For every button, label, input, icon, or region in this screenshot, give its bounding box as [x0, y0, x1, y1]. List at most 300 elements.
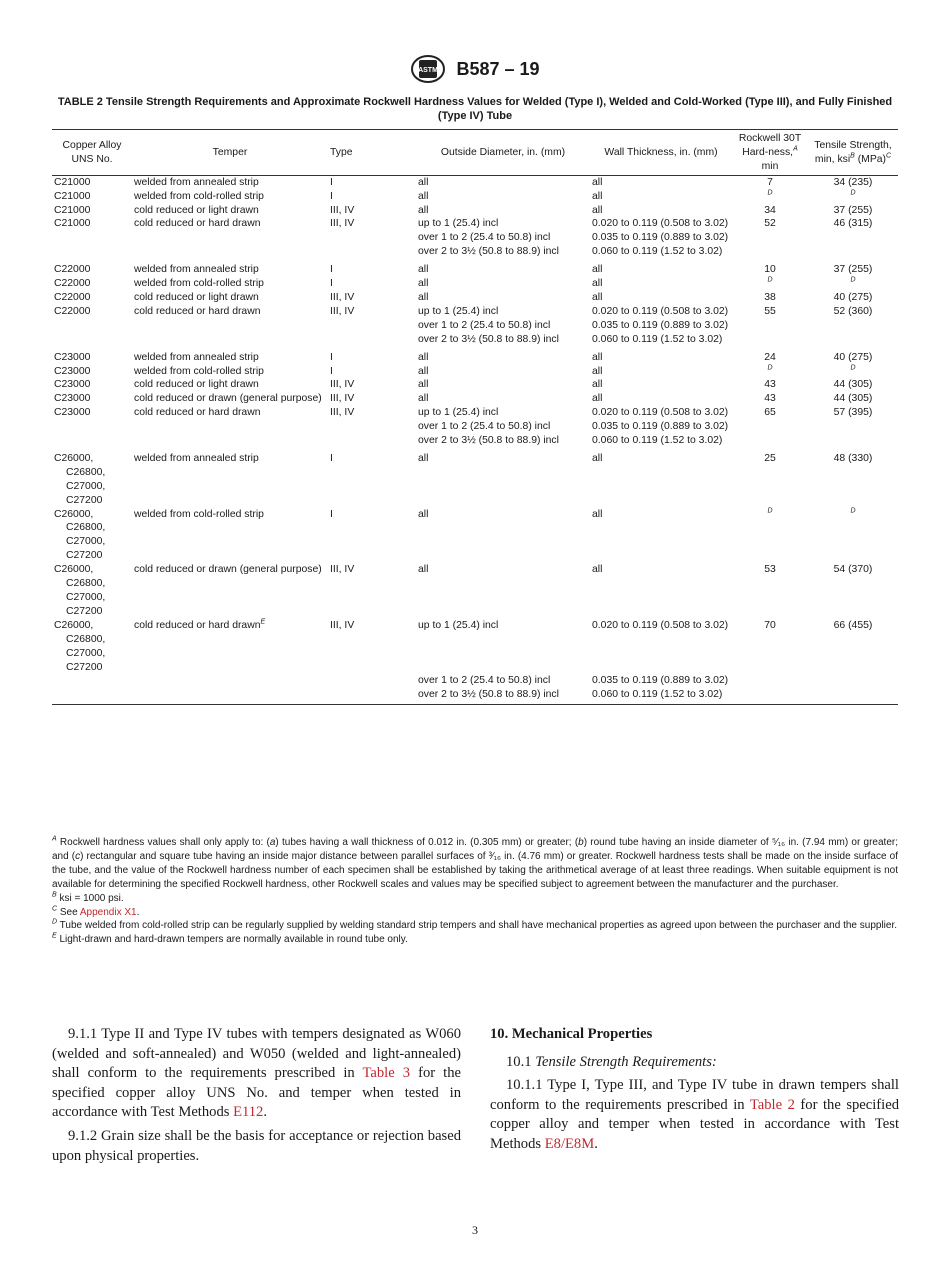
document-header	[0, 54, 950, 84]
cell-hardness	[732, 333, 808, 347]
cell-temper-text: welded from annealed strip	[134, 176, 259, 188]
cell-hardness-text: 52	[764, 218, 776, 230]
cell-wall-thickness	[590, 190, 732, 204]
cell-temper	[132, 231, 328, 245]
cell-alloy-text: C22000	[54, 278, 91, 290]
cell-alloy	[52, 452, 132, 508]
paragraph-10-1: 10.1 Tensile Strength Requirements:	[506, 1053, 717, 1070]
cell-alloy-text: C21000	[54, 176, 91, 188]
paragraph-9-1-2: 9.1.2 Grain size shall be the basis for acceptance or rejection based upon physical properties.	[52, 1127, 461, 1164]
table-row	[52, 434, 898, 448]
cell-outside-diameter	[416, 217, 590, 231]
cell-alloy-text: C26000, C26800, C27000, C27200	[54, 564, 106, 617]
cell-hardness	[732, 508, 808, 564]
cell-type-text: III, IV	[330, 393, 355, 405]
cell-tensile-strength-footnote-mark: D	[850, 507, 856, 515]
col-header-hardness: Rockwell 30T Hard-ness,$^A$ min	[732, 130, 808, 176]
cell-wall-thickness	[590, 351, 732, 365]
cell-alloy-text: C23000	[54, 365, 91, 377]
cell-type-text: III, IV	[330, 291, 355, 303]
cell-type-text: III, IV	[330, 564, 355, 576]
cell-hardness	[732, 217, 808, 231]
cell-hardness-text: 38	[764, 291, 776, 303]
cell-wall-thickness	[590, 619, 732, 675]
cell-alloy-text: C22000	[54, 305, 91, 317]
cell-outside-diameter	[416, 619, 590, 675]
cell-tensile-strength	[808, 245, 898, 259]
cell-wall-thickness-text: all	[592, 365, 603, 377]
cell-alloy	[52, 420, 132, 434]
cell-wall-thickness	[590, 563, 732, 619]
cell-wall-thickness	[590, 217, 732, 231]
cell-wall-thickness	[590, 291, 732, 305]
cell-temper-text: cold reduced or hard drawn	[134, 407, 261, 419]
cell-alloy	[52, 190, 132, 204]
cell-wall-thickness-text: all	[592, 393, 603, 405]
table-row	[52, 319, 898, 333]
table-header-row	[52, 130, 898, 176]
cell-temper	[132, 619, 328, 675]
cell-wall-thickness-text: 0.060 to 0.119 (1.52 to 3.02)	[592, 246, 723, 258]
cell-tensile-strength-footnote-mark: D	[850, 189, 856, 197]
col-header-type: Type	[328, 130, 416, 176]
cell-temper	[132, 351, 328, 365]
cell-tensile-strength-text: 44 (305)	[833, 379, 873, 391]
cell-tensile-strength	[808, 619, 898, 675]
cell-alloy	[52, 305, 132, 319]
cell-type	[328, 217, 416, 231]
cell-tensile-strength-footnote-mark: D	[850, 276, 856, 284]
cell-hardness	[732, 245, 808, 259]
cell-tensile-strength	[808, 434, 898, 448]
cell-tensile-strength-text: 40 (275)	[833, 291, 873, 303]
cell-alloy-text: C23000	[54, 407, 91, 419]
cell-alloy-text: C21000	[54, 190, 91, 202]
cell-outside-diameter	[416, 263, 590, 277]
cell-outside-diameter-text: all	[418, 393, 429, 405]
cell-alloy-text: C22000	[54, 264, 91, 276]
cell-type-text: I	[330, 264, 333, 276]
cell-type	[328, 365, 416, 379]
table-row	[52, 231, 898, 245]
table-row	[52, 674, 898, 688]
cell-wall-thickness-text: all	[592, 264, 603, 276]
cell-wall-thickness	[590, 406, 732, 420]
cell-outside-diameter	[416, 392, 590, 406]
left-column	[52, 1025, 461, 1170]
table-row	[52, 204, 898, 218]
cell-wall-thickness	[590, 378, 732, 392]
cell-alloy	[52, 392, 132, 406]
cell-wall-thickness	[590, 688, 732, 704]
cell-outside-diameter-text: all	[418, 278, 429, 290]
cell-wall-thickness-text: all	[592, 351, 603, 363]
cell-temper-text: cold reduced or light drawn	[134, 379, 259, 391]
section-heading: 10. Mechanical Properties	[490, 1026, 653, 1042]
cell-outside-diameter-text: over 2 to 3½ (50.8 to 88.9) incl	[418, 689, 559, 701]
cell-tensile-strength	[808, 319, 898, 333]
appendix-x1-link[interactable]: Appendix X1	[79, 906, 137, 918]
cell-tensile-strength	[808, 351, 898, 365]
cell-temper	[132, 175, 328, 189]
cell-temper	[132, 452, 328, 508]
cell-tensile-strength-text: 46 (315)	[833, 218, 873, 230]
cell-outside-diameter	[416, 452, 590, 508]
tensile-strength-table	[52, 129, 898, 705]
cell-outside-diameter	[416, 291, 590, 305]
cell-wall-thickness	[590, 392, 732, 406]
cell-wall-thickness	[590, 365, 732, 379]
cell-alloy-text: C21000	[54, 204, 91, 216]
cell-alloy	[52, 333, 132, 347]
cell-outside-diameter-text: up to 1 (25.4) incl	[418, 305, 499, 317]
right-column	[490, 1025, 899, 1159]
table-2-link[interactable]: Table 2	[749, 1096, 795, 1113]
cell-hardness	[732, 434, 808, 448]
cell-hardness	[732, 392, 808, 406]
cell-type	[328, 452, 416, 508]
cell-hardness	[732, 378, 808, 392]
cell-outside-diameter	[416, 351, 590, 365]
cell-temper-text: welded from cold-rolled strip	[134, 278, 264, 290]
cell-wall-thickness	[590, 508, 732, 564]
cell-type	[328, 190, 416, 204]
cell-tensile-strength	[808, 674, 898, 688]
cell-hardness-text: 65	[764, 407, 776, 419]
cell-type	[328, 420, 416, 434]
cell-temper-footnote-mark: E	[260, 618, 266, 626]
cell-tensile-strength-text: 57 (395)	[833, 407, 873, 419]
table-row	[52, 452, 898, 508]
cell-wall-thickness	[590, 420, 732, 434]
cell-tensile-strength	[808, 365, 898, 379]
cell-outside-diameter-text: all	[418, 264, 429, 276]
cell-outside-diameter-text: over 2 to 3½ (50.8 to 88.9) incl	[418, 333, 559, 345]
cell-type	[328, 245, 416, 259]
cell-wall-thickness-text: 0.020 to 0.119 (0.508 to 3.02)	[592, 619, 729, 631]
cell-type	[328, 305, 416, 319]
cell-hardness	[732, 563, 808, 619]
cell-alloy-text: C23000	[54, 379, 91, 391]
cell-wall-thickness	[590, 175, 732, 189]
cell-type-text: I	[330, 278, 333, 290]
cell-alloy	[52, 217, 132, 231]
cell-hardness-footnote-mark: D	[767, 276, 773, 284]
cell-tensile-strength	[808, 277, 898, 291]
cell-temper	[132, 508, 328, 564]
cell-temper	[132, 420, 328, 434]
cell-tensile-strength	[808, 420, 898, 434]
cell-outside-diameter	[416, 563, 590, 619]
cell-alloy	[52, 619, 132, 675]
cell-tensile-strength-text: 52 (360)	[833, 305, 873, 317]
cell-tensile-strength-text: 44 (305)	[833, 393, 873, 405]
cell-tensile-strength	[808, 305, 898, 319]
cell-hardness	[732, 619, 808, 675]
cell-temper	[132, 333, 328, 347]
table-row	[52, 378, 898, 392]
cell-wall-thickness-text: 0.060 to 0.119 (1.52 to 3.02)	[592, 435, 723, 447]
cell-temper-text: cold reduced or light drawn	[134, 204, 259, 216]
cell-hardness	[732, 406, 808, 420]
cell-type	[328, 277, 416, 291]
cell-temper	[132, 563, 328, 619]
cell-outside-diameter-text: all	[418, 204, 429, 216]
cell-temper-text: welded from annealed strip	[134, 351, 259, 363]
cell-alloy-text: C22000	[54, 291, 91, 303]
cell-hardness	[732, 277, 808, 291]
cell-temper-text: cold reduced or drawn (general purpose)	[134, 564, 322, 576]
cell-temper-text: welded from cold-rolled strip	[134, 190, 264, 202]
cell-type	[328, 508, 416, 564]
cell-alloy-text: C26000, C26800, C27000, C27200	[54, 619, 106, 673]
cell-hardness-footnote-mark: D	[767, 364, 773, 372]
cell-hardness	[732, 190, 808, 204]
e8-e8m-link[interactable]: E8/E8M	[544, 1135, 595, 1152]
astm-logo-icon	[410, 54, 446, 84]
cell-alloy	[52, 406, 132, 420]
cell-outside-diameter-text: up to 1 (25.4) incl	[418, 619, 499, 631]
footnote-b: $^B$ ksi = 1000 psi.	[52, 891, 124, 904]
table-row	[52, 508, 898, 564]
cell-type-text: III, IV	[330, 305, 355, 317]
cell-hardness-footnote-mark: D	[767, 189, 773, 197]
cell-alloy-text: C23000	[54, 351, 91, 363]
cell-outside-diameter	[416, 245, 590, 259]
table-row	[52, 406, 898, 420]
cell-wall-thickness	[590, 452, 732, 508]
cell-temper-text: cold reduced or drawn (general purpose)	[134, 393, 322, 405]
cell-outside-diameter	[416, 175, 590, 189]
cell-wall-thickness-text: all	[592, 190, 603, 202]
cell-type	[328, 351, 416, 365]
cell-outside-diameter-text: all	[418, 365, 429, 377]
cell-temper-text: cold reduced or hard drawn	[134, 218, 261, 230]
cell-outside-diameter	[416, 674, 590, 688]
cell-temper-text: welded from annealed strip	[134, 264, 259, 276]
cell-temper-text: cold reduced or hard drawn$^E$	[134, 618, 266, 631]
cell-wall-thickness	[590, 305, 732, 319]
cell-tensile-strength	[808, 217, 898, 231]
cell-outside-diameter-text: up to 1 (25.4) incl	[418, 407, 499, 419]
cell-outside-diameter-text: up to 1 (25.4) incl	[418, 218, 499, 230]
cell-wall-thickness-text: all	[592, 379, 603, 391]
cell-wall-thickness	[590, 277, 732, 291]
cell-temper	[132, 688, 328, 704]
cell-type	[328, 688, 416, 704]
cell-type-text: I	[330, 365, 333, 377]
cell-alloy-text: C26000, C26800, C27000, C27200	[54, 508, 106, 562]
cell-temper-text: welded from cold-rolled strip	[134, 508, 264, 520]
cell-tensile-strength	[808, 175, 898, 189]
cell-hardness	[732, 175, 808, 189]
cell-temper	[132, 217, 328, 231]
cell-wall-thickness-text: 0.035 to 0.119 (0.889 to 3.02)	[592, 319, 729, 331]
cell-type-text: I	[330, 176, 333, 188]
paragraph-9-1-1: 9.1.1 Type II and Type IV tubes with tempers designated as W060 (welded and soft-annealed) and W050 (welded and light-annealed) shall conform to the requirements prescribed in Table 3 for the specified copper alloy UNS No. and temper when tested in accordance with Test Methods E112.	[52, 1026, 461, 1121]
cell-temper	[132, 204, 328, 218]
cell-hardness-text: 43	[764, 379, 776, 391]
e112-link[interactable]: E112	[233, 1104, 264, 1121]
cell-hardness	[732, 204, 808, 218]
cell-alloy	[52, 378, 132, 392]
cell-hardness-text: 55	[764, 305, 776, 317]
cell-wall-thickness	[590, 231, 732, 245]
cell-alloy	[52, 508, 132, 564]
cell-outside-diameter	[416, 319, 590, 333]
cell-type-text: III, IV	[330, 379, 355, 391]
cell-type	[328, 175, 416, 189]
cell-type	[328, 319, 416, 333]
cell-alloy	[52, 263, 132, 277]
cell-hardness	[732, 291, 808, 305]
cell-alloy	[52, 563, 132, 619]
cell-hardness	[732, 231, 808, 245]
table-row	[52, 175, 898, 189]
table-row	[52, 392, 898, 406]
cell-temper-text: cold reduced or hard drawn	[134, 305, 261, 317]
cell-type-text: I	[330, 452, 333, 464]
cell-wall-thickness-text: 0.020 to 0.119 (0.508 to 3.02)	[592, 407, 729, 419]
cell-type	[328, 204, 416, 218]
cell-wall-thickness-text: all	[592, 452, 603, 464]
table-row	[52, 365, 898, 379]
table-3-link[interactable]: Table 3	[362, 1065, 411, 1082]
cell-alloy	[52, 291, 132, 305]
cell-temper	[132, 291, 328, 305]
cell-outside-diameter	[416, 333, 590, 347]
cell-wall-thickness	[590, 434, 732, 448]
cell-tensile-strength	[808, 378, 898, 392]
cell-temper	[132, 434, 328, 448]
cell-tensile-strength	[808, 204, 898, 218]
cell-temper	[132, 319, 328, 333]
svg-text:ASTM: ASTM	[418, 67, 439, 74]
cell-outside-diameter-text: over 1 to 2 (25.4 to 50.8) incl	[418, 232, 551, 244]
cell-temper	[132, 305, 328, 319]
cell-outside-diameter-text: all	[418, 379, 429, 391]
cell-outside-diameter	[416, 277, 590, 291]
cell-alloy-text: C26000, C26800, C27000, C27200	[54, 452, 106, 506]
table-row	[52, 305, 898, 319]
cell-hardness	[732, 305, 808, 319]
footnote-e: $^E$ Light-drawn and hard-drawn tempers are normally available in round tube only.	[52, 933, 408, 946]
table-row	[52, 351, 898, 365]
cell-outside-diameter	[416, 378, 590, 392]
cell-hardness-text: 53	[764, 564, 776, 576]
table-row	[52, 245, 898, 259]
paragraph-10-1-1: 10.1.1 Type I, Type III, and Type IV tube in drawn tempers shall conform to the requirements prescribed in Table 2 for the specified copper alloy and temper when tested in accordance with Test Methods E8/E8M.	[490, 1077, 899, 1152]
cell-wall-thickness-text: 0.060 to 0.119 (1.52 to 3.02)	[592, 333, 723, 345]
cell-outside-diameter	[416, 190, 590, 204]
table-caption: TABLE 2 Tensile Strength Requirements and Approximate Rockwell Hardness Values for Welded (Type I), Welded and Cold-Worked (Type III), and Fully Finished (Type IV) Tube	[57, 96, 893, 122]
cell-wall-thickness	[590, 245, 732, 259]
cell-tensile-strength-footnote-mark: D	[850, 364, 856, 372]
cell-hardness-text: 43	[764, 393, 776, 405]
cell-temper	[132, 245, 328, 259]
cell-temper	[132, 378, 328, 392]
page-number: 3	[472, 1223, 478, 1237]
cell-alloy	[52, 231, 132, 245]
cell-outside-diameter-text: all	[418, 508, 429, 520]
designation: B587 – 19	[456, 58, 540, 79]
cell-wall-thickness-text: 0.035 to 0.119 (0.889 to 3.02)	[592, 421, 729, 433]
table-footnotes	[52, 836, 898, 947]
cell-wall-thickness-text: all	[592, 508, 603, 520]
cell-tensile-strength-text: 37 (255)	[833, 264, 873, 276]
cell-alloy	[52, 245, 132, 259]
footnote-c: $^C$ See Appendix X1.	[52, 905, 140, 918]
cell-temper-text: cold reduced or light drawn	[134, 291, 259, 303]
cell-tensile-strength	[808, 688, 898, 704]
footnote-a: $^A$ Rockwell hardness values shall only apply to: (a) tubes having a wall thickness of 0.012 in. (0.305 mm) or greater; (b) round tube having an inside diameter of ⁵⁄₁₆ in. (7.94 mm) or greater; and (c) rectangular and square tube having an inside major distance between parallel surfaces of ³⁄₁₆ in. (4.76 mm) or greater. Rockwell hardness tests shall be made on the inside surface of the tube, and the value of the Rockwell hardness number of each specimen shall be established by taking the arithmetical average of at least three readings. When suitable equipment is not available for determining the specified Rockwell hardness, other Rockwell scales and values may be specified subject to agreement between the manufacturer and the purchaser.	[52, 835, 899, 890]
cell-outside-diameter-text: over 2 to 3½ (50.8 to 88.9) incl	[418, 246, 559, 258]
cell-hardness-text: 10	[764, 264, 776, 276]
cell-hardness-text: 34	[764, 204, 776, 216]
cell-hardness	[732, 688, 808, 704]
cell-tensile-strength-text: 40 (275)	[833, 351, 873, 363]
cell-outside-diameter	[416, 508, 590, 564]
cell-type-text: III, IV	[330, 407, 355, 419]
cell-type	[328, 392, 416, 406]
table-row	[52, 688, 898, 704]
cell-temper	[132, 263, 328, 277]
cell-tensile-strength	[808, 452, 898, 508]
cell-wall-thickness	[590, 204, 732, 218]
cell-alloy-text: C23000	[54, 393, 91, 405]
cell-tensile-strength	[808, 190, 898, 204]
cell-temper	[132, 277, 328, 291]
cell-tensile-strength-text: 54 (370)	[833, 564, 873, 576]
cell-outside-diameter	[416, 305, 590, 319]
cell-wall-thickness-text: all	[592, 564, 603, 576]
cell-type	[328, 291, 416, 305]
cell-outside-diameter	[416, 688, 590, 704]
cell-type	[328, 231, 416, 245]
cell-alloy	[52, 351, 132, 365]
cell-hardness-text: 70	[764, 619, 776, 631]
col-header-alloy: Copper Alloy UNS No.	[52, 130, 132, 176]
cell-tensile-strength-text: 48 (330)	[833, 452, 873, 464]
cell-alloy	[52, 204, 132, 218]
cell-wall-thickness-text: 0.035 to 0.119 (0.889 to 3.02)	[592, 232, 729, 244]
cell-tensile-strength	[808, 406, 898, 420]
cell-outside-diameter-text: all	[418, 291, 429, 303]
cell-tensile-strength	[808, 291, 898, 305]
cell-tensile-strength-text: 66 (455)	[833, 619, 873, 631]
cell-tensile-strength	[808, 508, 898, 564]
cell-type-text: I	[330, 508, 333, 520]
cell-outside-diameter-text: all	[418, 452, 429, 464]
cell-wall-thickness-text: all	[592, 291, 603, 303]
cell-wall-thickness-text: 0.035 to 0.119 (0.889 to 3.02)	[592, 675, 729, 687]
cell-type	[328, 406, 416, 420]
cell-wall-thickness-text: all	[592, 278, 603, 290]
table-row	[52, 563, 898, 619]
cell-outside-diameter	[416, 231, 590, 245]
table-row	[52, 217, 898, 231]
cell-wall-thickness-text: 0.020 to 0.119 (0.508 to 3.02)	[592, 218, 729, 230]
cell-alloy	[52, 277, 132, 291]
cell-type	[328, 378, 416, 392]
cell-type-text: III, IV	[330, 619, 355, 631]
cell-alloy	[52, 434, 132, 448]
table-row	[52, 333, 898, 347]
cell-hardness	[732, 452, 808, 508]
cell-outside-diameter	[416, 406, 590, 420]
cell-tensile-strength	[808, 231, 898, 245]
cell-wall-thickness	[590, 319, 732, 333]
